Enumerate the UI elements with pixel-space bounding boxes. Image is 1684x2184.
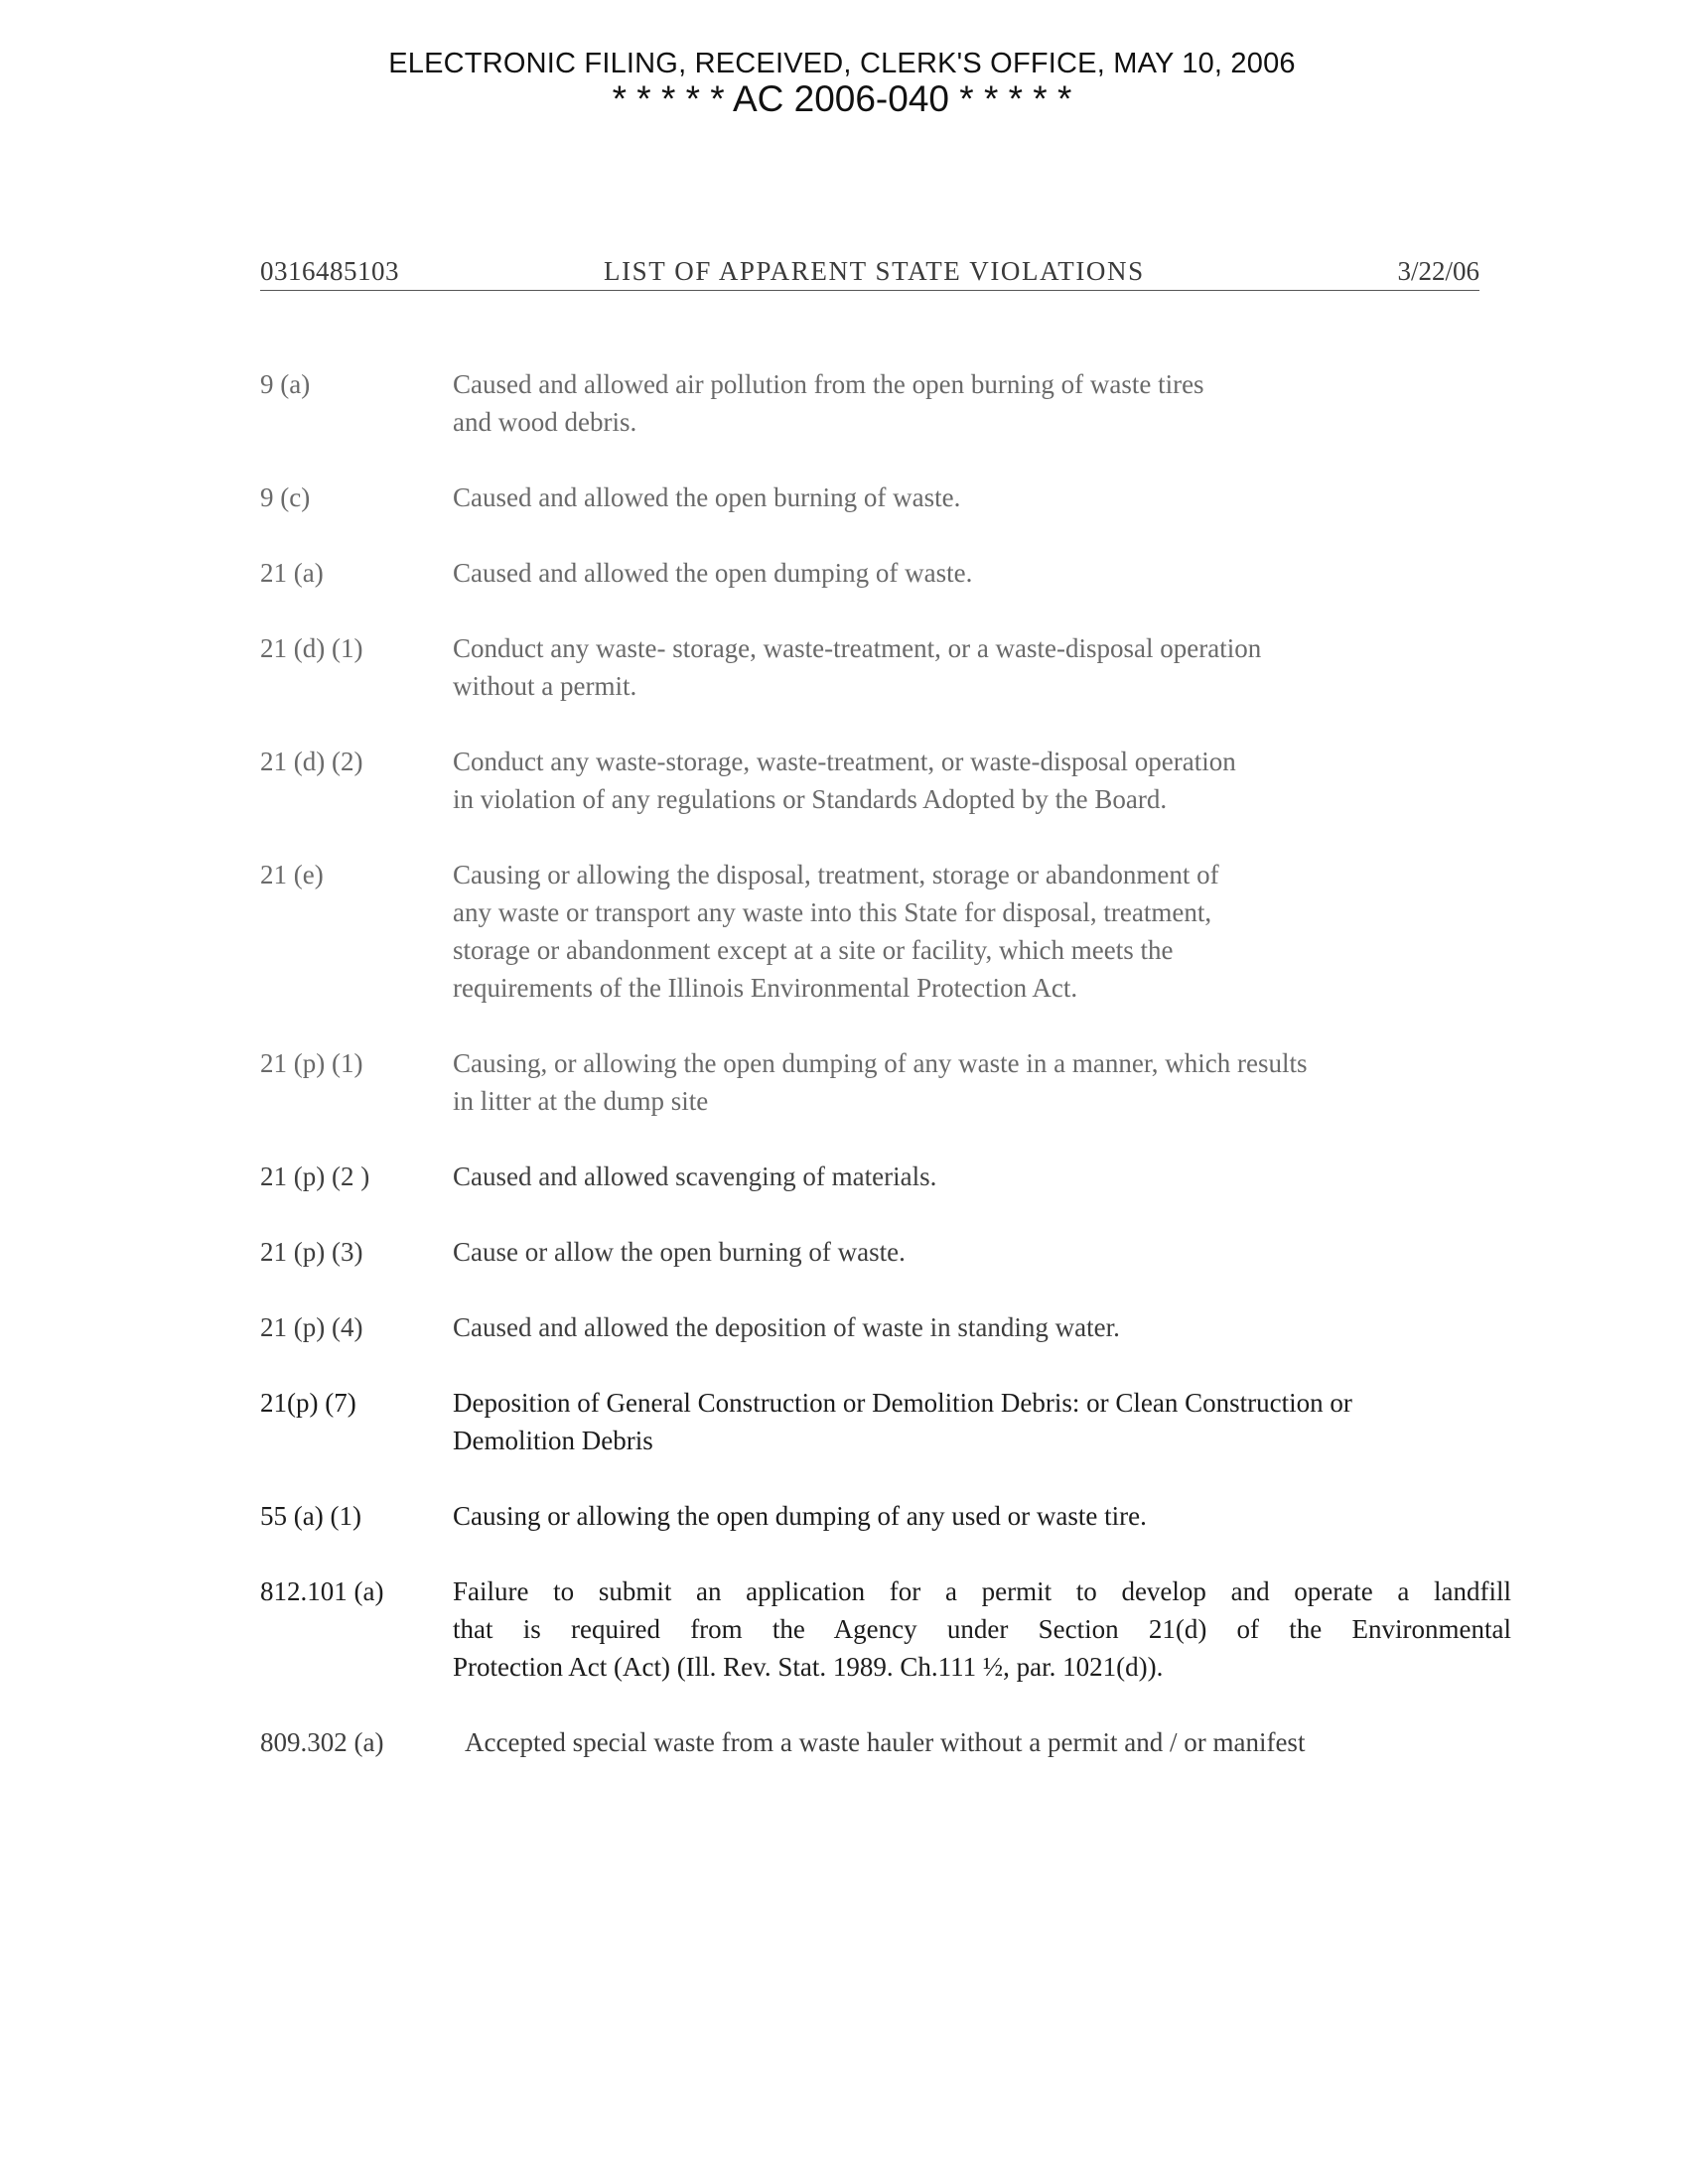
- case-number: * * * * * AC 2006-040 * * * * *: [612, 78, 1072, 119]
- filing-stamp-line: ELECTRONIC FILING, RECEIVED, CLERK'S OFFICE, MAY 10, 2006: [388, 48, 1296, 79]
- violation-description: Causing or allowing the open dumping of any used or waste tire.: [453, 1501, 1147, 1531]
- violation-description: Caused and allowed the deposition of waste in standing water.: [453, 1312, 1120, 1342]
- document-header: [260, 256, 1479, 291]
- violation-code: 809.302 (a): [260, 1727, 384, 1757]
- violation-description: Caused and allowed the open burning of waste.: [453, 482, 961, 512]
- violation-description: Caused and allowed the open dumping of waste.: [453, 558, 973, 588]
- violation-description: Accepted special waste from a waste hauler without a permit and / or manifest: [465, 1727, 1306, 1757]
- violation-code: 812.101 (a): [260, 1576, 384, 1606]
- violation-description: Conduct any waste- storage, waste-treatment, or a waste-disposal operation without a permit.: [453, 633, 1262, 701]
- violation-description: Deposition of General Construction or Demolition Debris: or Clean Construction or Demolition Debris: [453, 1388, 1352, 1455]
- violation-description: Cause or allow the open burning of waste.: [453, 1237, 906, 1267]
- violation-code: 55 (a) (1): [260, 1501, 361, 1531]
- violation-code: 21 (a): [260, 558, 324, 588]
- document-title: LIST OF APPARENT STATE VIOLATIONS: [604, 256, 1145, 286]
- violation-description: Failure to submit an application for a permit to develop and operate a landfill that is required from the Agency under Section 21(d) of the Environmental Protection Act (Act) (Ill. Rev. Stat. 1989. Ch.111 ½, par. 1021(d)).: [453, 1576, 1511, 1682]
- violation-code: 21(p) (7): [260, 1388, 356, 1418]
- document-id: 0316485103: [260, 256, 399, 286]
- violation-code: 21 (d) (1): [260, 633, 363, 663]
- violation-code: 9 (a): [260, 369, 311, 399]
- violation-code: 9 (c): [260, 482, 311, 512]
- violation-code: 21 (d) (2): [260, 747, 363, 776]
- filing-stamp: [0, 48, 1684, 119]
- violation-description: Causing or allowing the disposal, treatment, storage or abandonment of any waste or transport any waste into this State for disposal, treatment, storage or abandonment except at a site or facility, which meets the requirements of the Illinois Environmental Protection Act.: [453, 860, 1219, 1003]
- violation-code: 21 (p) (4): [260, 1312, 363, 1342]
- violation-code: 21 (e): [260, 860, 324, 889]
- violation-code: 21 (p) (3): [260, 1237, 363, 1267]
- violation-code: 21 (p) (2 ): [260, 1161, 370, 1191]
- violation-description: Causing, or allowing the open dumping of any waste in a manner, which results in litter at the dump site: [453, 1048, 1308, 1116]
- document-date: 3/22/06: [1397, 256, 1479, 286]
- violation-description: Caused and allowed air pollution from the open burning of waste tires and wood debris.: [453, 369, 1204, 437]
- violation-description: Caused and allowed scavenging of materials.: [453, 1161, 937, 1191]
- violation-description: Conduct any waste-storage, waste-treatment, or waste-disposal operation in violation of any regulations or Standards Adopted by the Board.: [453, 747, 1236, 814]
- violation-code: 21 (p) (1): [260, 1048, 363, 1078]
